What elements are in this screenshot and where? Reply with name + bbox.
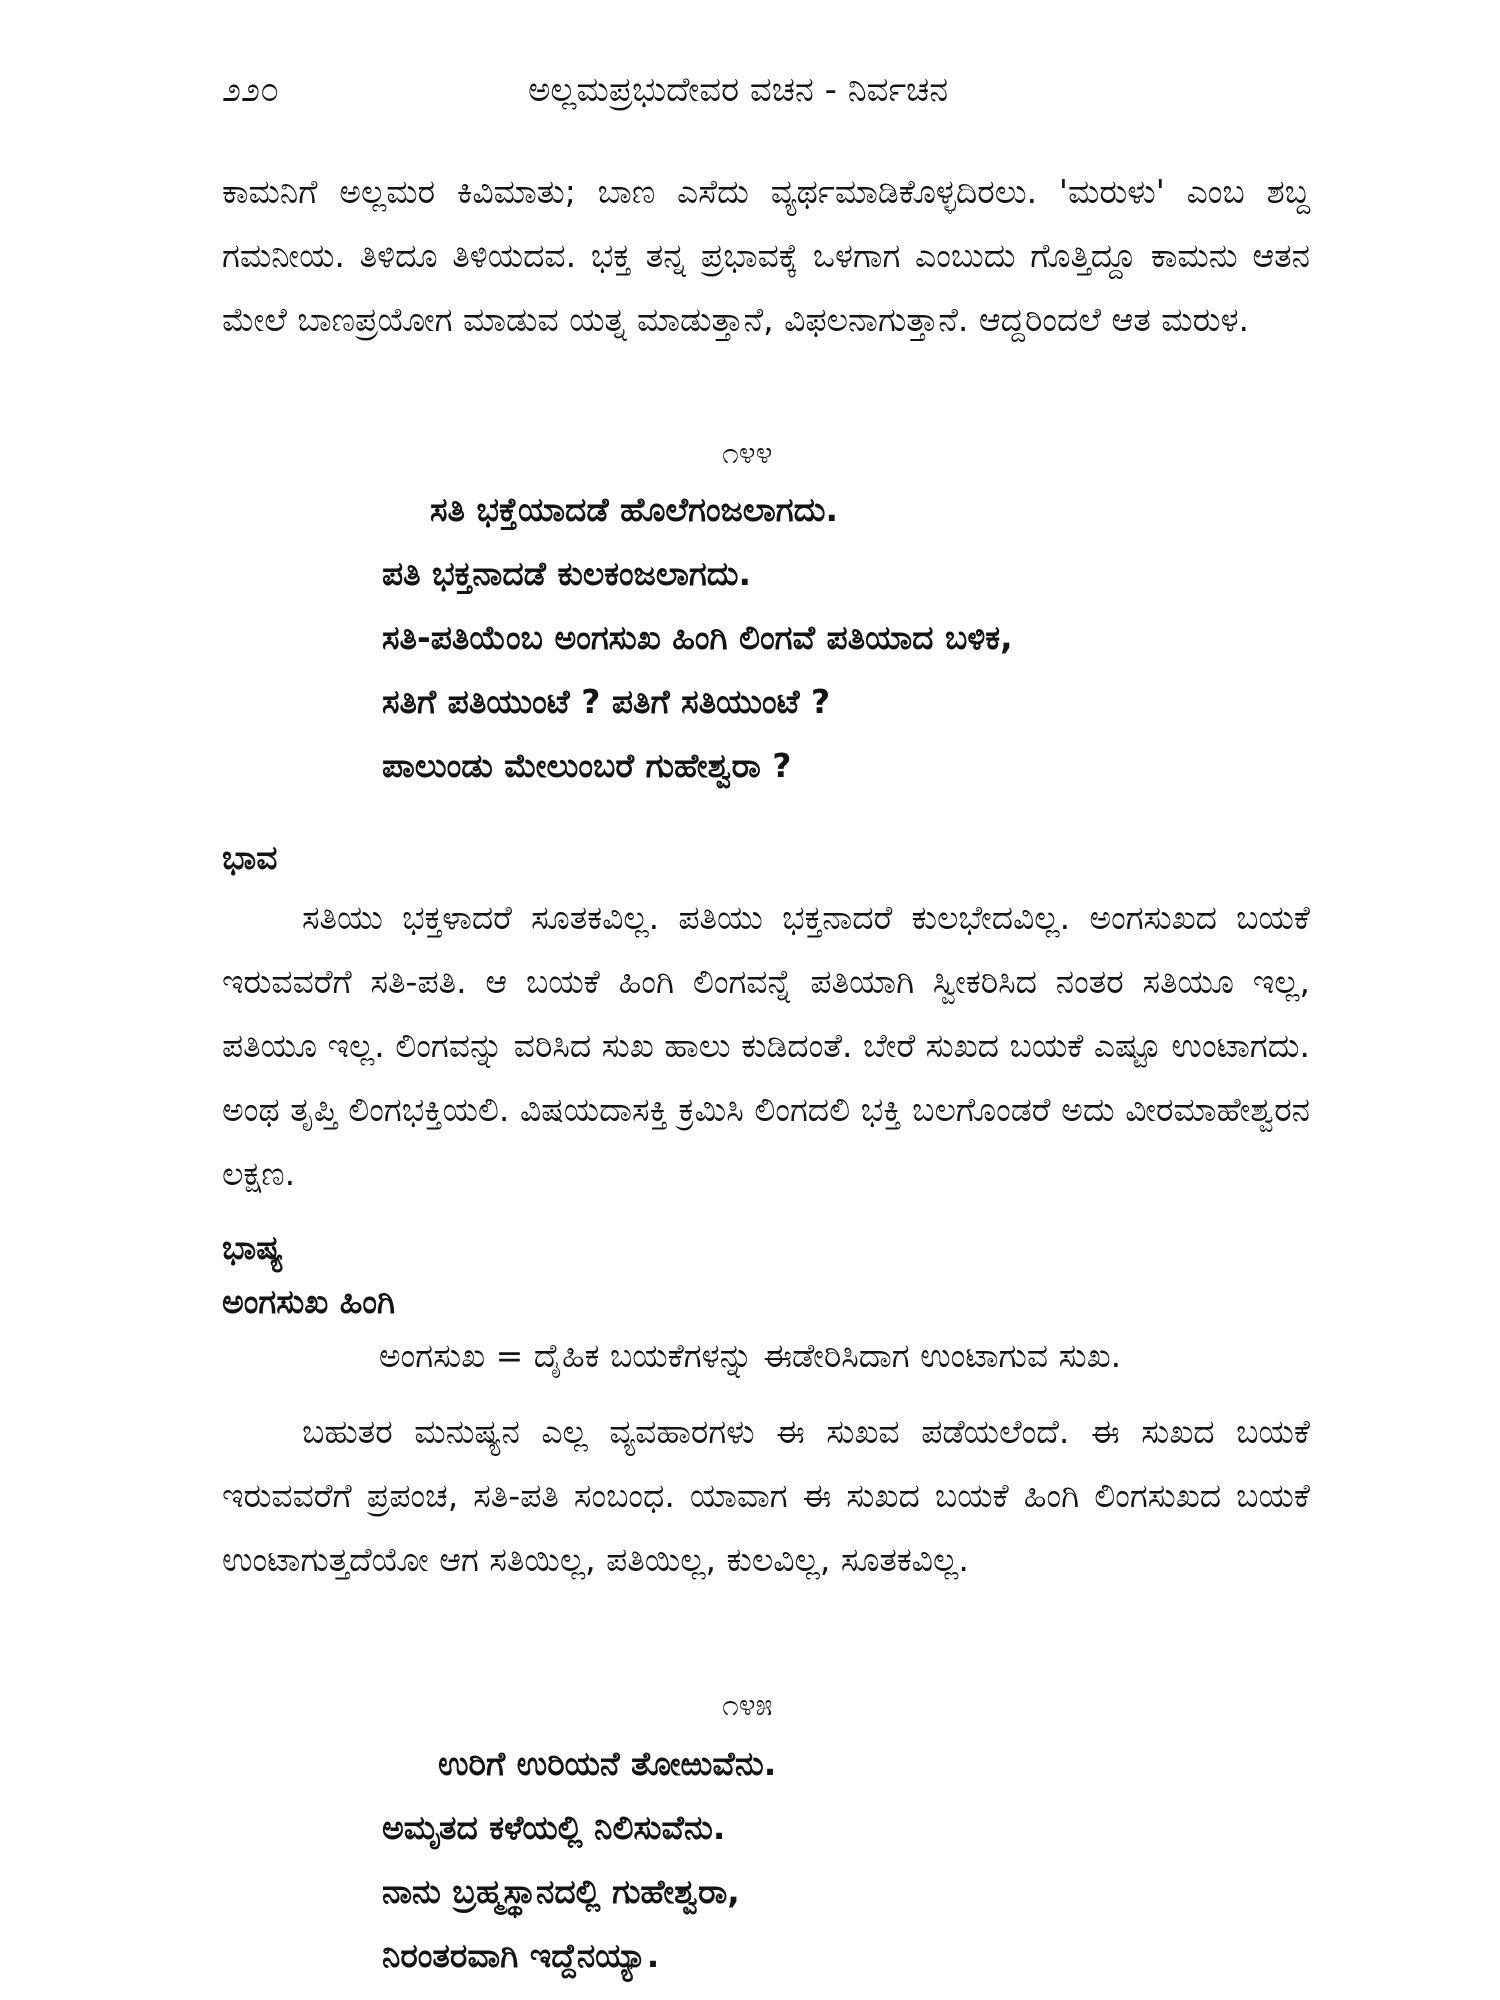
page-number: ೨೨೦ (222, 70, 280, 110)
verse-line: ನಿರಂತರವಾಗಿ ಇದ್ದೆನಯ್ಯಾ. (382, 1936, 660, 1975)
verse-line: ಸತಿ ಭಕ್ತೆಯಾದಡೆ ಹೊಲೆಗಂಜಲಾಗದು. (430, 490, 838, 529)
bhashya-subheading: ಅಂಗಸುಖ ಹಿಂಗಿ (222, 1282, 396, 1321)
bhava-heading: ಭಾವ (222, 838, 278, 877)
bhashya-heading: ಭಾಷ್ಯ (222, 1228, 284, 1267)
verse-line: ಸತಿಗೆ ಪತಿಯುಂಟೆ ? ಪತಿಗೆ ಸತಿಯುಂಟೆ ? (382, 682, 831, 721)
definition-line: ಅಂಗಸುಖ = ದೈಹಿಕ ಬಯಕೆಗಳನ್ನು ಈಡೇರಿಸಿದಾಗ ಉಂಟಾಗುವ ಸುಖ. (378, 1336, 1122, 1375)
bhashya-paragraph: ಬಹುತರ ಮನುಷ್ಯನ ಎಲ್ಲ ವ್ಯವಹಾರಗಳು ಈ ಸುಖವ ಪಡೆಯಲೆಂದೆ. ಈ ಸುಖದ ಬಯಕೆ ಇರುವವರೆಗೆ ಪ್ರಪಂಚ, ಸತಿ-ಪತಿ ಸಂಬಂಧ. ಯಾವಾಗ ಈ ಸುಖದ ಬಯಕೆ ಹಿಂಗಿ ಲಿಂಗಸುಖದ ಬಯಕೆ ಉಂಟಾಗುತ್ತದೆಯೋ ಆಗ ಸತಿಯಿಲ್ಲ, ಪತಿಯಿಲ್ಲ, ಕುಲವಿಲ್ಲ, ಸೂತಕವಿಲ್ಲ. (222, 1412, 1310, 1579)
bhava-paragraph: ಸತಿಯು ಭಕ್ತಳಾದರೆ ಸೂತಕವಿಲ್ಲ. ಪತಿಯು ಭಕ್ತನಾದರೆ ಕುಲಭೇದವಿಲ್ಲ. ಅಂಗಸುಖದ ಬಯಕೆ ಇರುವವರೆಗೆ ಸತಿ-ಪತಿ. ಆ ಬಯಕೆ ಹಿಂಗಿ ಲಿಂಗವನ್ನೆ ಪತಿಯಾಗಿ ಸ್ವೀಕರಿಸಿದ ನಂತರ ಸತಿಯೂ ಇಲ್ಲ, ಪತಿಯೂ ಇಲ್ಲ. ಲಿಂಗವನ್ನು ವರಿಸಿದ ಸುಖ ಹಾಲು ಕುಡಿದಂತೆ. ಬೇರೆ ಸುಖದ ಬಯಕೆ ಎಷ್ಟೂ ಉಂಟಾಗದು. ಅಂಥ ತೃಪ್ತಿ ಲಿಂಗಭಕ್ತಿಯಲಿ. ವಿಷಯದಾಸಕ್ತಿ ಕ್ರಮಿಸಿ ಲಿಂಗದಲಿ ಭಕ್ತಿ ಬಲಗೊಂಡರೆ ಅದು ವೀರಮಾಹೇಶ್ವರನ ಲಕ್ಷಣ. (222, 898, 1310, 1193)
verse-line: ಪತಿ ಭಕ್ತನಾದಡೆ ಕುಲಕಂಜಲಾಗದು. (382, 554, 752, 593)
vachana-number: ೧೪೪ (722, 436, 773, 471)
page-header (0, 70, 1500, 130)
verse-line: ನಾನು ಬ್ರಹ್ಮಸ್ಥಾನದಲ್ಲಿ ಗುಹೇಶ್ವರಾ, (382, 1872, 740, 1911)
verse-line: ಉರಿಗೆ ಉರಿಯನೆ ತೋಱುವೆನು. (438, 1744, 777, 1783)
vachana-verse (382, 1732, 776, 1988)
vachana-verse (382, 478, 1013, 798)
verse-line: ಪಾಲುಂಡು ಮೇಲುಂಬರೆ ಗುಹೇಶ್ವರಾ ? (382, 746, 792, 785)
verse-line: ಅಮೃತದ ಕಳೆಯಲ್ಲಿ ನಿಲಿಸುವೆನು. (382, 1808, 726, 1847)
running-title: ಅಲ್ಲಮಪ್ರಭುದೇವರ ವಚನ - ನಿರ್ವಚನ (528, 70, 949, 110)
verse-line: ಸತಿ-ಪತಿಯೆಂಬ ಅಂಗಸುಖ ಹಿಂಗಿ ಲಿಂಗವೆ ಪತಿಯಾದ ಬಳಿಕ, (382, 618, 1013, 657)
intro-paragraph: ಕಾಮನಿಗೆ ಅಲ್ಲಮರ ಕಿವಿಮಾತು; ಬಾಣ ಎಸೆದು ವ್ಯರ್ಥಮಾಡಿಕೊಳ್ಳದಿರಲು. 'ಮರುಳು' ಎಂಬ ಶಬ್ದ ಗಮನೀಯ. ತಿಳಿದೂ ತಿಳಿಯದವ. ಭಕ್ತ ತನ್ನ ಪ್ರಭಾವಕ್ಕೆ ಒಳಗಾಗ ಎಂಬುದು ಗೊತ್ತಿದ್ದೂ ಕಾಮನು ಆತನ ಮೇಲೆ ಬಾಣಪ್ರಯೋಗ ಮಾಡುವ ಯತ್ನ ಮಾಡುತ್ತಾನೆ, ವಿಫಲನಾಗುತ್ತಾನೆ. ಆದ್ದರಿಂದಲೆ ಆತ ಮರುಳ. (222, 172, 1310, 339)
vachana-number: ೧೪೫ (722, 1688, 773, 1723)
